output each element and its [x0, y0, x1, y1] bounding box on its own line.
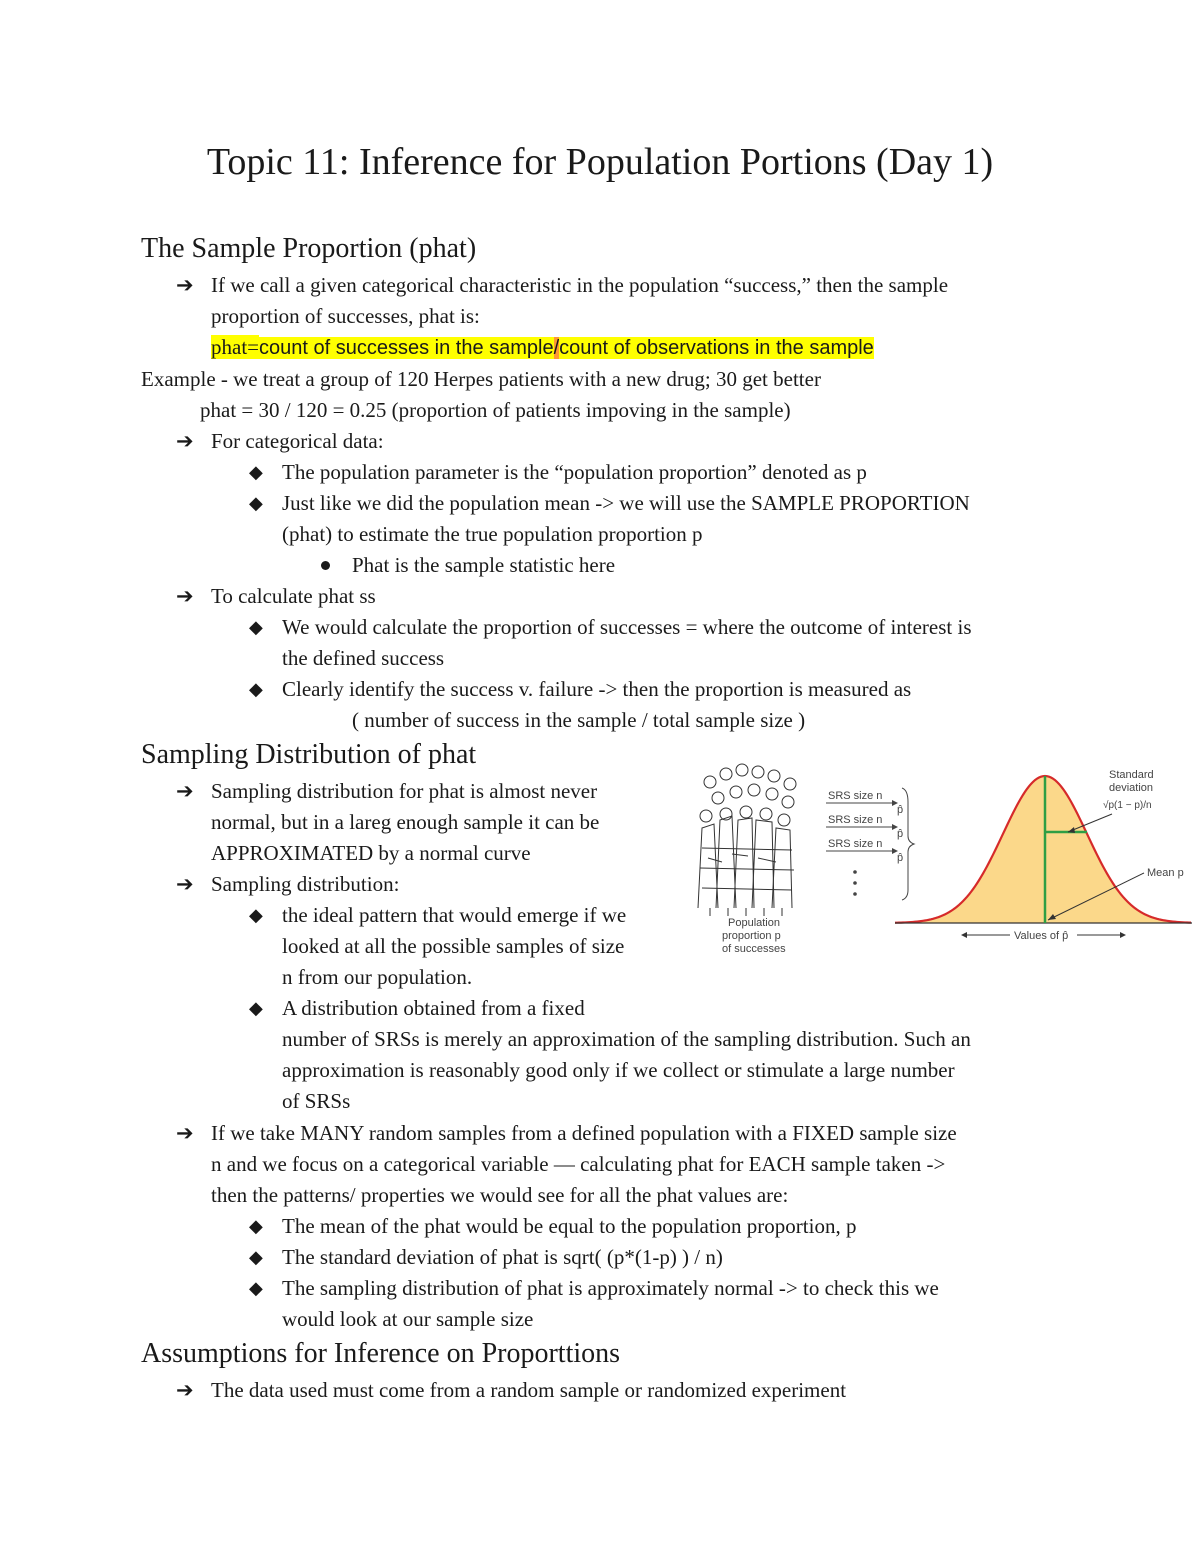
population-label-line3: of successes [722, 943, 786, 955]
example-calculation: phat = 30 / 120 = 0.25 (proportion of patients impoving in the sample) [200, 398, 791, 422]
formula-slash: / [553, 337, 560, 359]
text-line: of SRSs [282, 1089, 351, 1113]
diamond-bullet-icon: ◆ [249, 493, 263, 513]
srs-label: SRS size n [828, 838, 883, 850]
srs-label: SRS size n [828, 814, 883, 826]
srs-label: SRS size n [828, 790, 883, 802]
text-line: the ideal pattern that would emerge if we [282, 903, 627, 927]
text-line: then the patterns/ properties we would see for all the phat values are: [211, 1183, 789, 1207]
sampling-distribution-figure [692, 758, 1197, 962]
text-line: normal, but in a lareg enough sample it can be [211, 810, 600, 834]
formula-prefix: phat= [211, 335, 259, 359]
srs-arrows [826, 788, 914, 900]
phat-symbol: p̂ [897, 852, 904, 864]
diamond-bullet-icon: ◆ [249, 998, 263, 1018]
mean-label: Mean p [1147, 867, 1184, 879]
diamond-bullet-icon: ◆ [249, 617, 263, 637]
arrow-bullet-icon: ➔ [176, 872, 194, 896]
text-line: Just like we did the population mean -> we will use the SAMPLE PROPORTION [282, 491, 970, 515]
text-line: APPROXIMATED by a normal curve [211, 841, 531, 865]
text-line: Sampling distribution for phat is almost never [211, 779, 598, 803]
text-line: number of SRSs is merely an approximation of the sampling distribution. Such an [282, 1027, 971, 1051]
normal-curve [895, 776, 1192, 923]
text-line: For categorical data: [211, 429, 384, 453]
text-line: We would calculate the proportion of successes = where the outcome of interest is [282, 615, 972, 639]
arrow-bullet-icon: ➔ [176, 779, 194, 803]
formula-denominator: count of observations in the sample [559, 337, 874, 359]
population-label-line2: proportion p [722, 930, 781, 942]
text-line: would look at our sample size [282, 1307, 534, 1331]
arrow-bullet-icon: ➔ [176, 1378, 194, 1402]
axis-label: Values of p̂ [1014, 930, 1069, 942]
text-line: n and we focus on a categorical variable — calculating phat for EACH sample taken -> [211, 1152, 946, 1176]
phat-symbol: p̂ [897, 828, 904, 840]
text-line: Clearly identify the success v. failure -> then the proportion is measured as [282, 677, 912, 701]
crowd-illustration [698, 764, 796, 916]
sd-label-line2: deviation [1109, 782, 1154, 794]
text-line: The mean of the phat would be equal to the population proportion, p [282, 1214, 857, 1238]
text-line: the defined success [282, 646, 445, 670]
sd-formula: √p(1 − p)/n [1103, 800, 1152, 811]
diamond-bullet-icon: ◆ [249, 1247, 263, 1267]
text-line: The data used must come from a random sample or randomized experiment [211, 1378, 847, 1402]
text-line: Phat is the sample statistic here [352, 553, 616, 577]
diamond-bullet-icon: ◆ [249, 905, 263, 925]
text-line: looked at all the possible samples of size [282, 934, 625, 958]
section-heading-sampling-distribution: Sampling Distribution of phat [141, 739, 477, 770]
text-line: If we take MANY random samples from a defined population with a FIXED sample size [211, 1121, 957, 1145]
page-title: Topic 11: Inference for Population Portions (Day 1) [206, 141, 994, 183]
text-line: To calculate phat ss [211, 584, 376, 608]
population-label-line1: Population [728, 917, 780, 929]
formula-line [211, 332, 874, 364]
text-line: If we call a given categorical characteristic in the population “success,” then the sample [211, 273, 949, 297]
diamond-bullet-icon: ◆ [249, 1216, 263, 1236]
text-line: The standard deviation of phat is sqrt( (p*(1-p) ) / n) [282, 1245, 723, 1269]
section-heading-sample-proportion: The Sample Proportion (phat) [141, 233, 477, 264]
text-line: The sampling distribution of phat is approximately normal -> to check this we [282, 1276, 939, 1300]
arrow-bullet-icon: ➔ [176, 273, 194, 297]
section-heading-assumptions: Assumptions for Inference on Proporttions [141, 1338, 621, 1369]
text-line: approximation is reasonably good only if we collect or stimulate a large number [282, 1058, 955, 1082]
diamond-bullet-icon: ◆ [249, 1278, 263, 1298]
example-line: Example - we treat a group of 120 Herpes patients with a new drug; 30 get better [141, 367, 821, 391]
diamond-bullet-icon: ◆ [249, 679, 263, 699]
text-line: A distribution obtained from a fixed [282, 996, 585, 1020]
arrow-bullet-icon: ➔ [176, 584, 194, 608]
text-line: proportion of successes, phat is: [211, 304, 480, 328]
sd-label-line1: Standard [1109, 769, 1154, 781]
text-line: The population parameter is the “population proportion” denoted as p [282, 460, 867, 484]
phat-symbol: p̂ [897, 804, 904, 816]
arrow-bullet-icon: ➔ [176, 429, 194, 453]
text-line: n from our population. [282, 965, 473, 989]
text-line: Sampling distribution: [211, 872, 400, 896]
text-line: ( number of success in the sample / total sample size ) [352, 708, 806, 732]
text-line: (phat) to estimate the true population proportion p [282, 522, 703, 546]
formula-numerator: count of successes in the sample [259, 337, 554, 359]
circle-bullet-icon [321, 561, 330, 570]
diamond-bullet-icon: ◆ [249, 462, 263, 482]
arrow-bullet-icon: ➔ [176, 1121, 194, 1145]
